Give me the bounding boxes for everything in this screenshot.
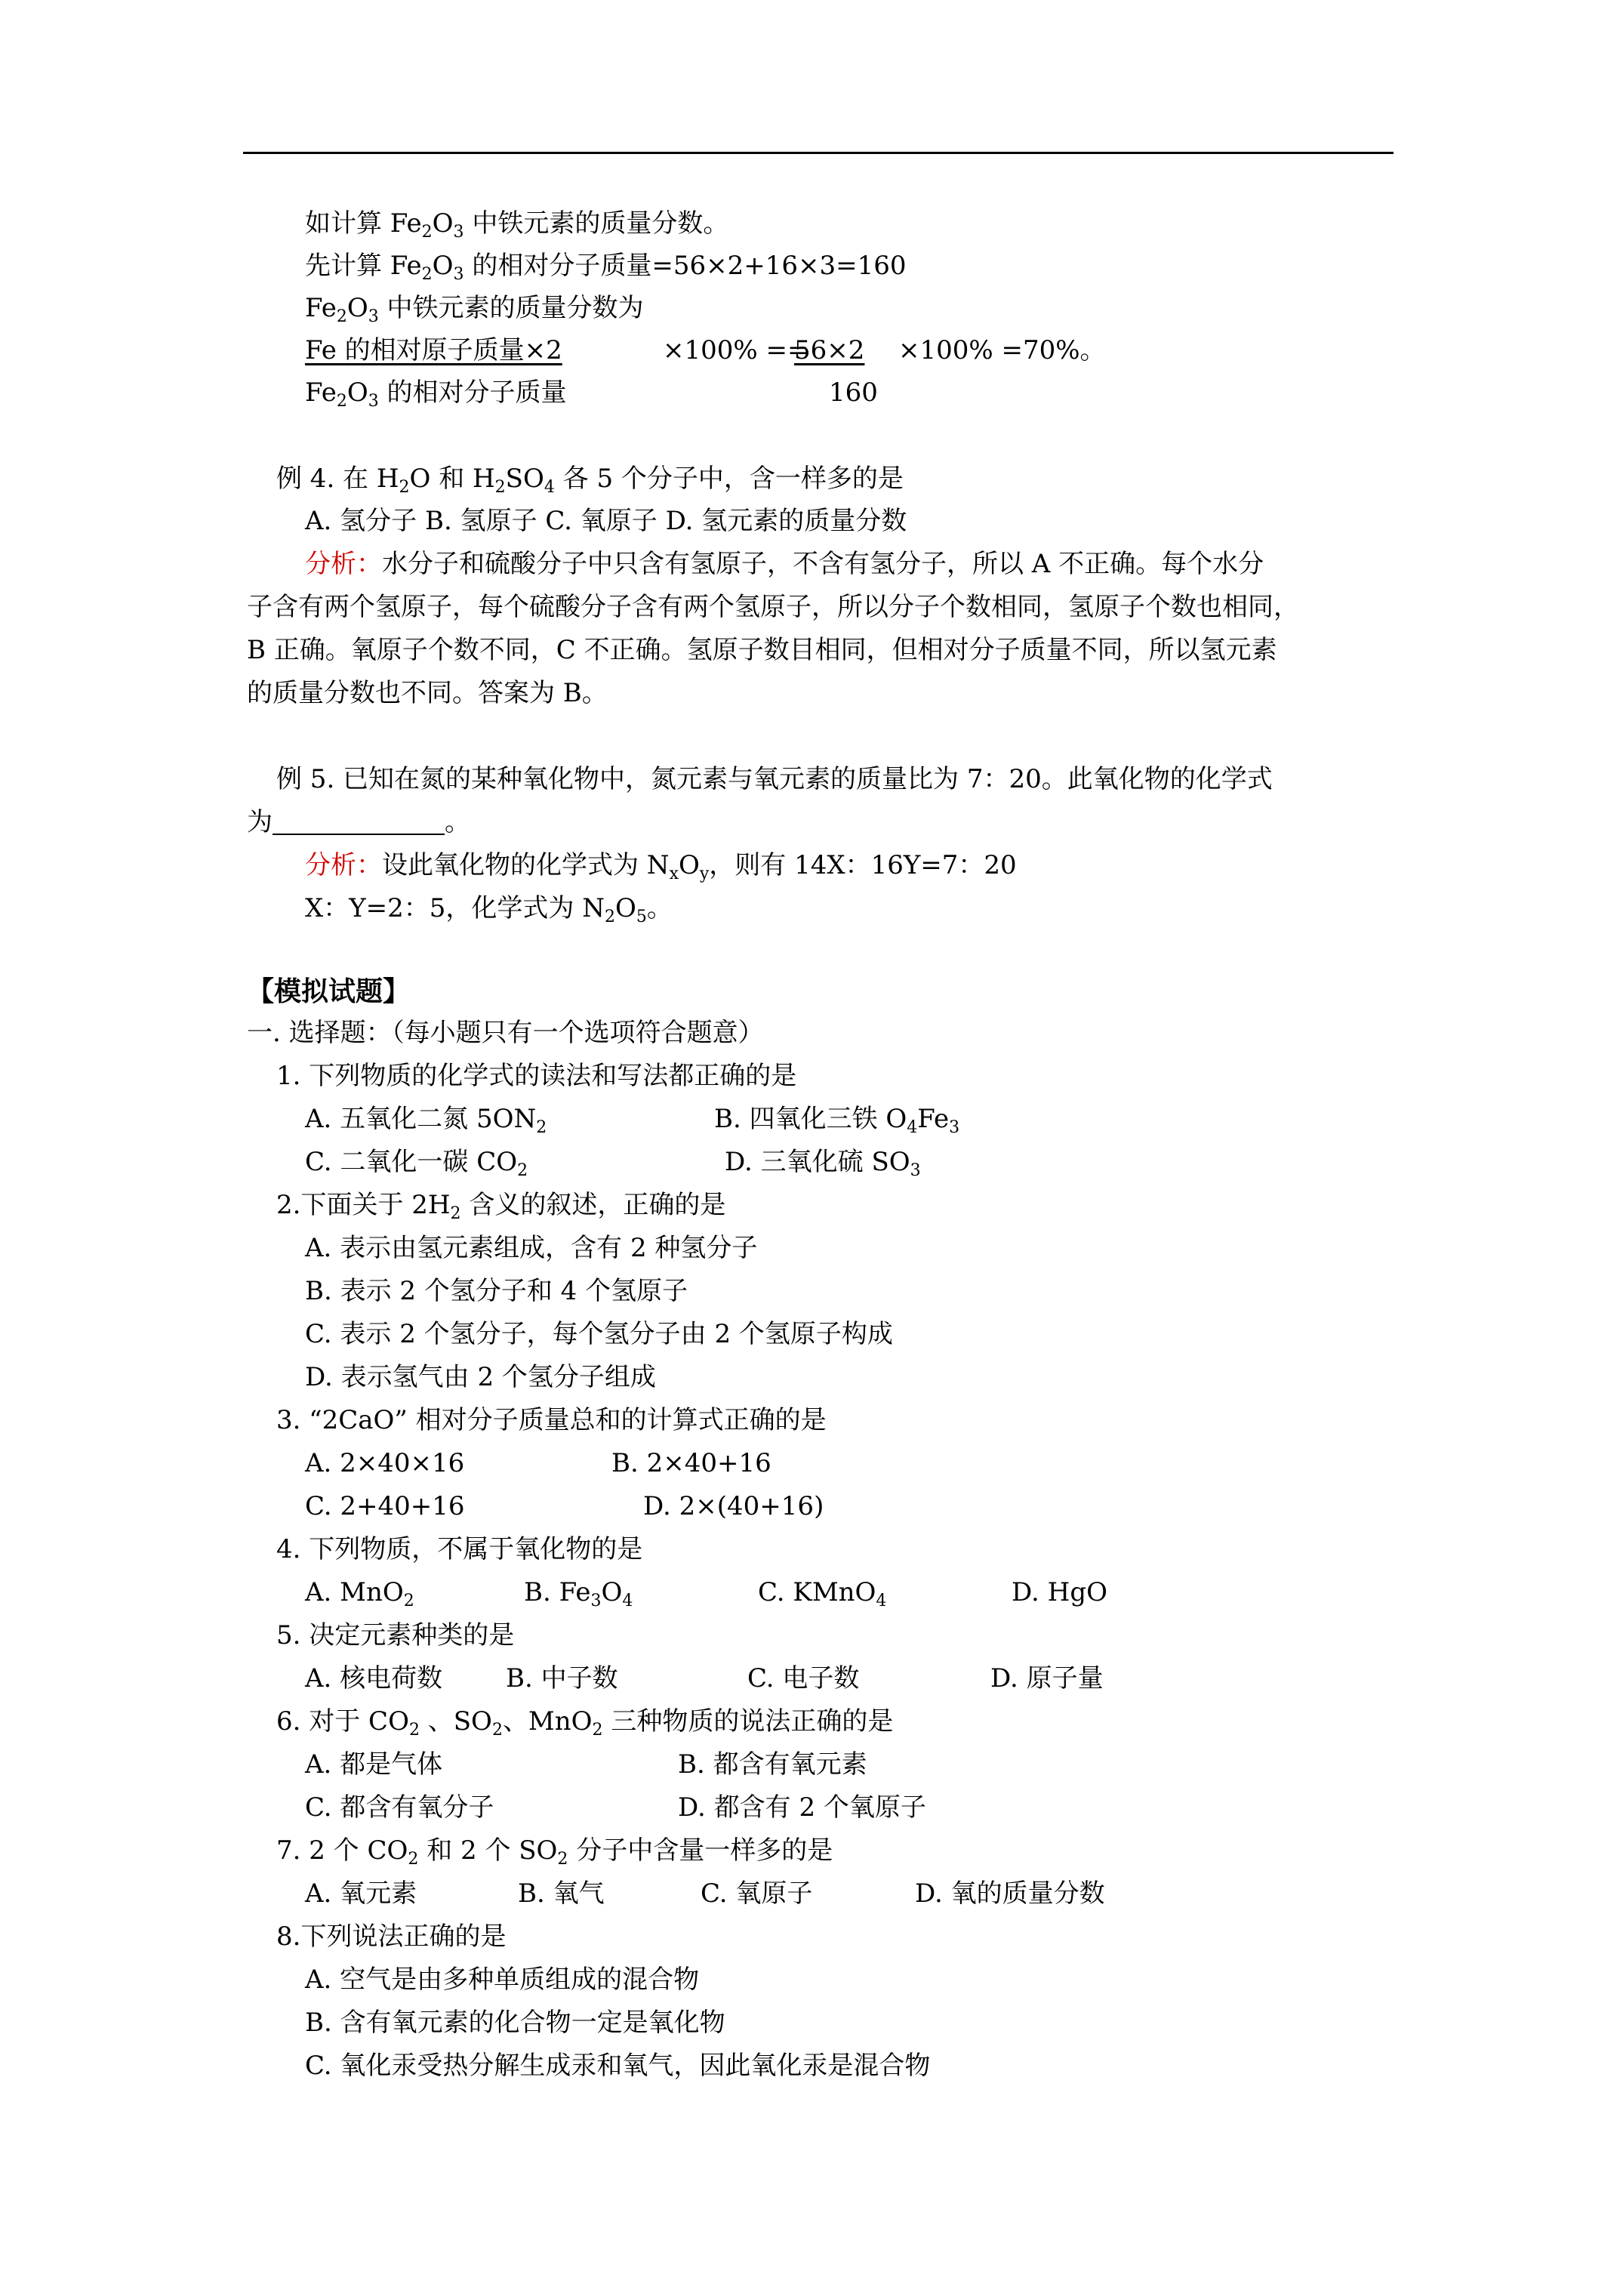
q5-option-d: D. 原子量 bbox=[990, 1663, 1104, 1693]
q4-option-b: B. $Fe_3O_4$ bbox=[524, 1577, 633, 1610]
q1-option-d: D. 三氧化硫 $SO_3$ bbox=[725, 1147, 921, 1180]
example-5-analysis-line-1 bbox=[305, 849, 1017, 891]
example-4-analysis-line-4: 的质量分数也不同。答案为 B。 bbox=[247, 678, 608, 708]
header-rule bbox=[243, 152, 1394, 154]
analysis-label: 分析： bbox=[305, 549, 382, 579]
q5-option-c: C. 电子数 bbox=[747, 1663, 860, 1693]
q8-option-b: B. 含有氧元素的化合物一定是氧化物 bbox=[305, 2008, 725, 2038]
q7-option-d: D. 氧的质量分数 bbox=[915, 1878, 1105, 1909]
fraction-denominator-2: 160 bbox=[829, 378, 878, 408]
question-3: 3. “2CaO” 相对分子质量总和的计算式正确的是 bbox=[276, 1405, 827, 1435]
example-5-question-line-2 bbox=[247, 806, 470, 839]
q4-option-a: A. MnO$_2$ bbox=[305, 1577, 414, 1610]
calc-line-1: 如计算 $Fe_2O_3$ 中铁元素的质量分数。 bbox=[305, 208, 729, 242]
q1-option-c: C. 二氧化一碳 $CO_2$ bbox=[305, 1147, 528, 1180]
analysis-label: 分析： bbox=[305, 850, 382, 880]
example-4-analysis-line-3: B 正确。氧原子个数不同，C 不正确。氢原子数目相同，但相对分子质量不同，所以氢元素 bbox=[247, 635, 1277, 665]
q2-option-c: C. 表示 2 个氢分子，每个氢分子由 2 个氢原子构成 bbox=[305, 1319, 893, 1349]
fraction-numerator-2: 56×2 bbox=[794, 335, 865, 365]
q6-option-a: A. 都是气体 bbox=[305, 1749, 443, 1780]
q-suffix: 。 bbox=[445, 807, 470, 837]
calc-line-3: $Fe_2O_3$ 中铁元素的质量分数为 bbox=[305, 293, 644, 326]
fraction-denominator: $Fe_2O_3$ 的相对分子质量 bbox=[305, 378, 567, 411]
question-5: 5. 决定元素种类的是 bbox=[276, 1620, 515, 1650]
example-4-analysis-line-1 bbox=[305, 547, 1264, 581]
section-heading: 一. 选择题：（每小题只有一个选项符合题意） bbox=[247, 1018, 764, 1048]
question-2: 2.下面关于 $2H_2$ 含义的叙述，正确的是 bbox=[276, 1190, 726, 1223]
q8-option-a: A. 空气是由多种单质组成的混合物 bbox=[305, 1965, 700, 1995]
mock-test-title: 【模拟试题】 bbox=[247, 975, 411, 1007]
q1-option-a: A. 五氧化二氮 $5ON_2$ bbox=[305, 1104, 547, 1137]
analysis-text: 设此氧化物的化学式为 $N_xO_y$，则有 14X：16Y=7：20 bbox=[382, 850, 1017, 883]
calc-line-2: 先计算 $Fe_2O_3$ 的相对分子质量=56×2+16×3=160 bbox=[305, 251, 907, 284]
q3-option-c: C. 2+40+16 bbox=[305, 1491, 465, 1521]
example-4-options: A. 氢分子 B. 氢原子 C. 氧原子 D. 氢元素的质量分数 bbox=[305, 506, 907, 536]
q6-option-b: B. 都含有氧元素 bbox=[678, 1749, 867, 1780]
fraction-times-100: ×100% == bbox=[663, 335, 809, 365]
q4-option-d: D. HgO bbox=[1012, 1577, 1107, 1607]
example-4-question: 例 4. 在 $H_2O$ 和 $H_2SO_4$ 各 5 个分子中，含一样多的是 bbox=[276, 464, 904, 497]
example-4-analysis-line-2: 子含有两个氢原子，每个硫酸分子含有两个氢原子，所以分子个数相同，氢原子个数也相同， bbox=[247, 592, 1299, 622]
question-6: 6. 对于 $CO_2$ 、$SO_2$、MnO$_2$ 三种物质的说法正确的是 bbox=[276, 1706, 894, 1740]
question-8: 8.下列说法正确的是 bbox=[276, 1922, 507, 1952]
q5-option-b: B. 中子数 bbox=[506, 1663, 618, 1693]
q1-option-b: B. 四氧化三铁 $O_4Fe_3$ bbox=[714, 1104, 960, 1137]
q6-option-d: D. 都含有 2 个氧原子 bbox=[678, 1792, 926, 1823]
fraction-numerator: Fe 的相对原子质量×2 bbox=[305, 335, 562, 365]
analysis-text: 水分子和硫酸分子中只含有氢原子，不含有氢分子，所以 A 不正确。每个水分 bbox=[382, 549, 1264, 579]
answer-blank bbox=[273, 808, 445, 835]
question-7: 7. 2 个 $CO_2$ 和 2 个 $SO_2$ 分子中含量一样多的是 bbox=[276, 1835, 833, 1869]
question-1: 1. 下列物质的化学式的读法和写法都正确的是 bbox=[276, 1061, 797, 1091]
q7-option-b: B. 氧气 bbox=[518, 1878, 605, 1909]
q3-option-a: A. 2×40×16 bbox=[305, 1448, 465, 1478]
example-5-analysis-line-2: X：Y=2：5，化学式为 $N_2O_5$。 bbox=[305, 893, 673, 926]
q2-option-a: A. 表示由氢元素组成，含有 2 种氢分子 bbox=[305, 1233, 758, 1263]
q3-option-d: D. 2×(40+16) bbox=[643, 1491, 824, 1521]
fraction-result: ×100% =70%。 bbox=[898, 335, 1106, 365]
q-prefix: 为 bbox=[247, 807, 273, 837]
q6-option-c: C. 都含有氧分子 bbox=[305, 1792, 494, 1823]
q7-option-c: C. 氧原子 bbox=[701, 1878, 813, 1909]
q2-option-d: D. 表示氢气由 2 个氢分子组成 bbox=[305, 1362, 656, 1392]
q3-option-b: B. 2×40+16 bbox=[611, 1448, 771, 1478]
q8-option-c: C. 氧化汞受热分解生成汞和氧气，因此氧化汞是混合物 bbox=[305, 2051, 931, 2081]
example-5-question-line-1: 例 5. 已知在氮的某种氧化物中，氮元素与氧元素的质量比为 7：20。此氧化物的化学式 bbox=[276, 764, 1273, 794]
q4-option-c: C. KMnO$_4$ bbox=[758, 1577, 887, 1610]
question-4: 4. 下列物质，不属于氧化物的是 bbox=[276, 1534, 643, 1564]
q7-option-a: A. 氧元素 bbox=[305, 1878, 417, 1909]
q2-option-b: B. 表示 2 个氢分子和 4 个氢原子 bbox=[305, 1276, 688, 1306]
q5-option-a: A. 核电荷数 bbox=[305, 1663, 443, 1693]
